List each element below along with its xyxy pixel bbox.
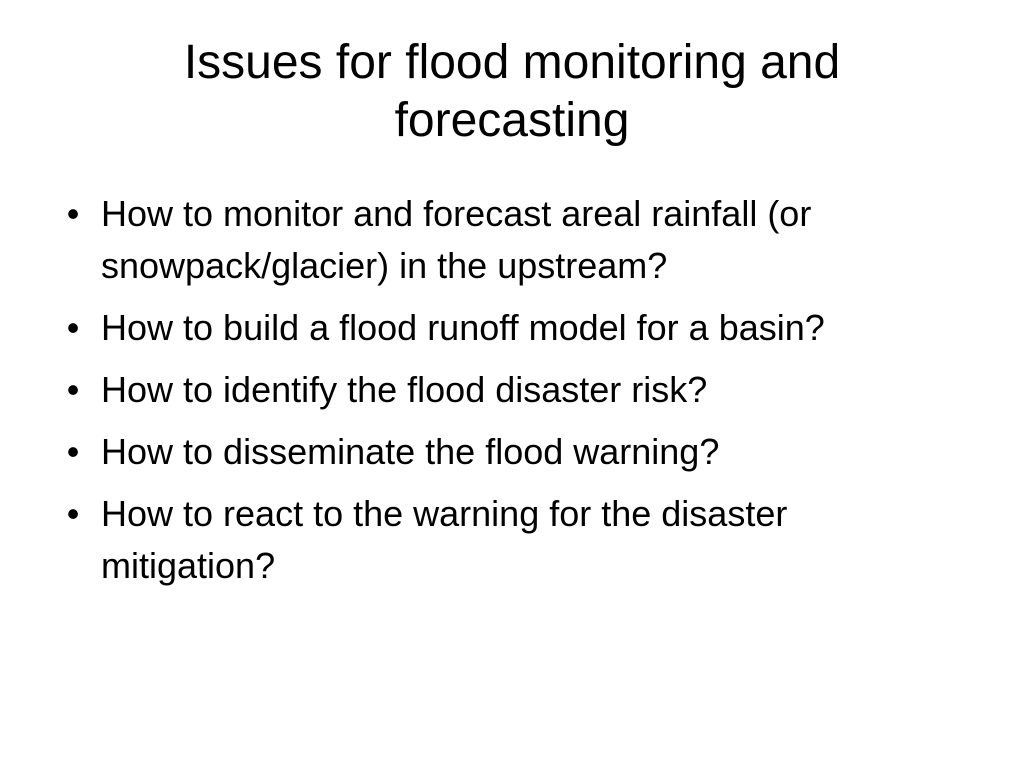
bullet-text: How to monitor and forecast areal rainfall (or snowpack/glacier) in the upstream? <box>101 193 812 286</box>
bullet-item <box>58 426 958 478</box>
bullet-marker-icon: • <box>66 369 80 410</box>
bullet-item <box>58 302 958 354</box>
bullet-text: How to disseminate the flood warning? <box>101 431 720 472</box>
bullet-item <box>58 488 958 592</box>
bullet-text: How to identify the flood disaster risk? <box>101 369 708 410</box>
slide-title: Issues for flood monitoring and forecasting <box>183 36 841 147</box>
bullet-list <box>58 188 958 602</box>
bullet-marker-icon: • <box>66 493 80 534</box>
bullet-marker-icon: • <box>66 431 80 472</box>
bullet-marker-icon: • <box>66 193 80 234</box>
bullet-item <box>58 364 958 416</box>
bullet-marker-icon: • <box>66 307 80 348</box>
bullet-item <box>58 188 958 292</box>
bullet-text: How to react to the warning for the disaster mitigation? <box>101 493 788 586</box>
bullet-text: How to build a flood runoff model for a basin? <box>101 307 825 348</box>
